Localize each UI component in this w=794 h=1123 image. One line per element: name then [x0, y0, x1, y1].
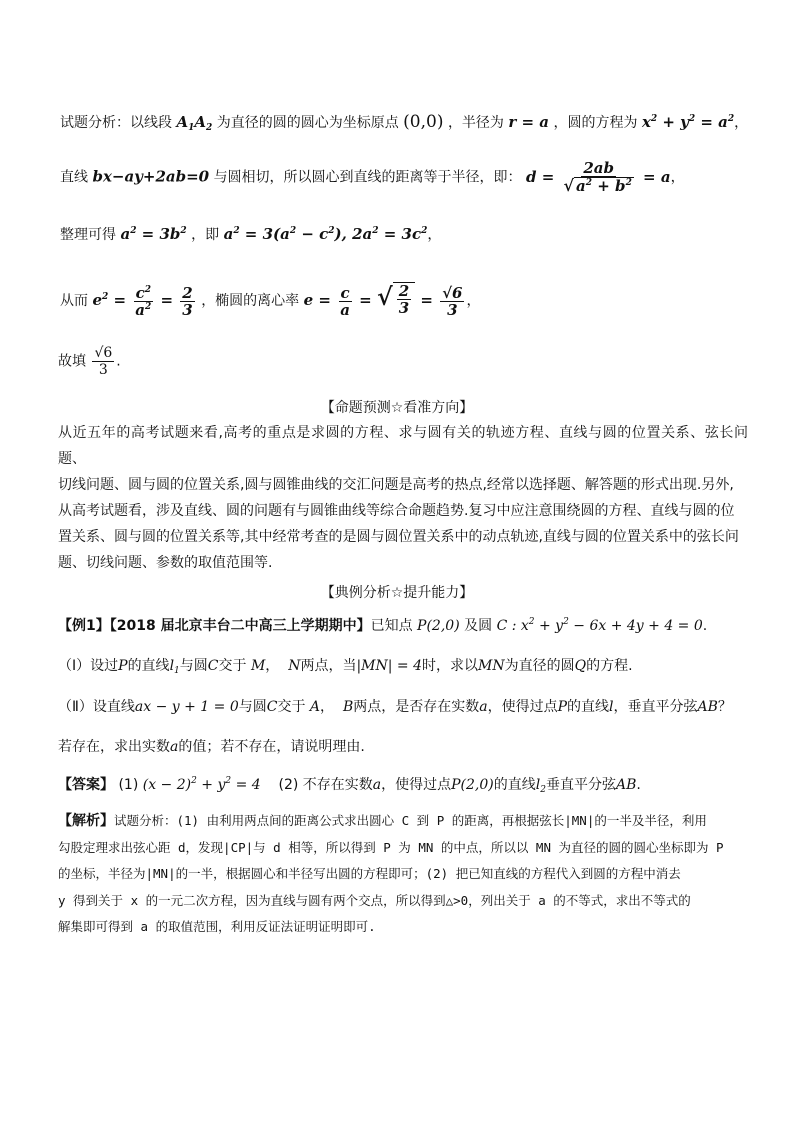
explanation-tag: 【解析】: [58, 813, 114, 829]
section-title-prediction: 【命题预测☆看准方向】: [320, 400, 474, 416]
example-stem: 【例1】【2018 届北京丰台二中高三上学期期中】已知点 P(2,0) 及圆 C : $x^2 + y^2 - 6x + 4y + 4 = 0$.: [58, 617, 708, 634]
question-text: 若存在，求出实数: [58, 739, 170, 755]
analysis-text: ，圆的方程为: [553, 115, 638, 131]
question-text: （Ⅱ）设直线: [58, 699, 135, 715]
math-segment: $A_1A_2$: [176, 113, 213, 133]
question-text: 与圆: [179, 658, 208, 674]
analysis-line-3: 整理可得 $a^2 = 3b^2$ ，即 $a^2 = 3(a^2 - c^2)$, $2a^2 = 3c^2$，: [60, 225, 442, 243]
paragraph-line: 从近五年的高考试题来看,高考的重点是求圆的方程、求与圆有关的轨迹方程、直线与圆的位置关系、弦长问题、: [58, 425, 748, 467]
example-tag: 【例1】: [58, 618, 110, 634]
question-text: 与圆: [238, 699, 267, 715]
question-1: （Ⅰ）设过P的直线$l_1$与圆C交于 M， N两点，当|MN| = 4时，求以MN为直径的圆Q的方程.: [58, 658, 633, 676]
math-radius: r = a: [508, 113, 550, 131]
analysis-text: 与圆相切，所以圆心到直线的距离等于半径，即：: [213, 169, 522, 186]
analysis-text: 从而: [60, 293, 88, 309]
math-line-eq: bx−ay+2ab=0: [92, 167, 210, 186]
question-text: 的直线: [127, 658, 170, 674]
answer-text: (1): [118, 777, 139, 793]
answer-line: 【答案】 (1) $(x - 2)^2 + y^2 = 4$ (2) 不存在实数a，使得过点P(2,0)的直线$l_2$垂直平分弦AB.: [58, 776, 641, 795]
question-text: 交于: [218, 658, 247, 674]
question-text: 交于: [277, 699, 306, 715]
question-2-cont: 若存在，求出实数a的值；若不存在，请说明理由.: [58, 739, 365, 755]
question-text: 两点，是否存在实数: [353, 699, 480, 715]
analysis-text: ，半径为: [447, 115, 504, 131]
math-circle-c: C : $x^2 + y^2 - 6x + 4y + 4 = 0$: [496, 617, 703, 634]
explanation-line-1: [58, 808, 748, 835]
answer-tag: 【答案】: [58, 777, 114, 793]
question-text: 为直径的圆: [504, 658, 575, 674]
analysis-text: 整理可得: [60, 227, 116, 243]
analysis-text: 故填: [58, 353, 86, 370]
explanation-text: 试题分析：(1) 由利用两点间的距离公式求出圆心 C 到 P 的距离，再根据弦长|MN|的一半及半径，利用: [114, 813, 707, 828]
question-text: ，垂直平分弦: [613, 699, 698, 715]
paragraph-line: 题、切线问题、参数的取值范围等.: [58, 555, 273, 571]
analysis-text: 为直径的圆的圆心为坐标原点: [216, 115, 399, 131]
math-origin: (0,0): [403, 112, 444, 132]
analysis-text: 试题分析：以线段: [60, 115, 172, 131]
paragraph-line: 置关系、圆与圆的位置关系等,其中经常考查的是圆与圆位置关系中的动点轨迹,直线与圆的位置关系中的弦长问: [58, 529, 739, 545]
question-2: （Ⅱ）设直线ax − y + 1 = 0与圆C交于 A， B两点，是否存在实数a，使得过点P的直线l，垂直平分弦AB？: [58, 699, 732, 715]
section-title-examples: 【典例分析☆提升能力】: [320, 585, 474, 601]
question-text: 两点，当: [300, 658, 357, 674]
explanation-line-3: 的坐标，半径为|MN|的一半，根据圆心和半径写出圆的方程即可；(2) 把已知直线的方程代入到圆的方程中消去: [58, 866, 681, 881]
math-circle-eq: $x^2 + y^2 = a^2$: [641, 113, 735, 131]
analysis-line-2: 直线 bx−ay+2ab=0 与圆相切，所以圆心到直线的距离等于半径，即： d = 2ab √ $a^2 + b^2$ = a，: [60, 159, 685, 195]
question-text: （Ⅰ）设过: [58, 658, 119, 674]
example-text: 及圆: [464, 618, 493, 634]
math-answer-fill: $\frac{√6}{3}$: [94, 345, 113, 378]
paragraph-line: 从高考试题看，涉及直线、圆的问题有与圆锥曲线等综合命题趋势.复习中应注意围绕圆的方程、直线与圆的位: [58, 503, 735, 519]
math-answer-circle: $(x - 2)^2 + y^2 = 4$: [142, 776, 261, 793]
answer-text: ，使得过点: [381, 777, 452, 793]
analysis-line-4: 从而 $e^2$ = $\frac{c^2}{a^2}$ = $\frac{2}{3}$ ，椭圆的离心率 e = $\frac{c}{a}$ = √ $\frac{2}{3}$ = $\frac{√6}{3}$ ，: [60, 282, 481, 319]
analysis-line-5: 故填 $\frac{√6}{3}$ .: [58, 345, 121, 378]
analysis-text: 直线: [60, 169, 88, 186]
analysis-line-1: 试题分析：以线段 $A_1A_2$ 为直径的圆的圆心为坐标原点 (0,0) ，半径为 r = a ，圆的方程为 $x^2 + y^2 = a^2$，: [60, 112, 749, 133]
explanation-line-4: y 得到关于 x 的一元二次方程，因为直线与圆有两个交点，所以得到△>0，列出关于 a 的不等式，求出不等式的: [58, 892, 691, 908]
question-text: ，使得过点: [487, 699, 558, 715]
paragraph-line: 切线问题、圆与圆的位置关系,圆与圆锥曲线的交汇问题是高考的热点,经常以选择题、解答题的形式出现.另外,: [58, 477, 734, 493]
example-text: 已知点: [370, 618, 413, 634]
question-text: 时，求以: [422, 658, 479, 674]
explanation-line-2: 勾股定理求出弦心距 d，发现|CP|与 d 相等，所以得到 P 为 MN 的中点，所以以 MN 为直径的圆的圆心坐标即为 P: [58, 839, 724, 855]
math-a2-3b2: $a^2 = 3b^2$: [120, 225, 187, 243]
math-eccentricity: e = $\frac{c}{a}$ = √ $\frac{2}{3}$ = $\frac{√6}{3}$: [303, 282, 463, 319]
answer-text: 垂直平分弦: [545, 777, 616, 793]
answer-text: (2) 不存在实数: [278, 777, 373, 793]
question-text: 的直线: [567, 699, 610, 715]
math-a2-relation: $a^2 = 3(a^2 - c^2)$, $2a^2 = 3c^2$: [223, 225, 428, 243]
question-text: 的值；若不存在，请说明理由.: [178, 739, 365, 755]
explanation-line-5: 解集即可得到 a 的取值范围，利用反证法证明证明即可.: [58, 919, 376, 934]
analysis-text: ，即: [191, 227, 220, 243]
example-source: 【2018 届北京丰台二中高三上学期期中】: [109, 618, 371, 634]
question-text: 的方程.: [586, 658, 633, 674]
explanation-block: [58, 808, 748, 941]
math-distance: d = 2ab √ $a^2 + b^2$ = a: [526, 159, 671, 195]
analysis-text: ，椭圆的离心率: [201, 293, 300, 309]
prediction-paragraph: [58, 420, 748, 576]
math-e-squared: $e^2$ = $\frac{c^2}{a^2}$ = $\frac{2}{3}$: [92, 283, 193, 319]
math-point-p: P(2,0): [417, 618, 460, 634]
answer-text: 的直线: [493, 777, 536, 793]
